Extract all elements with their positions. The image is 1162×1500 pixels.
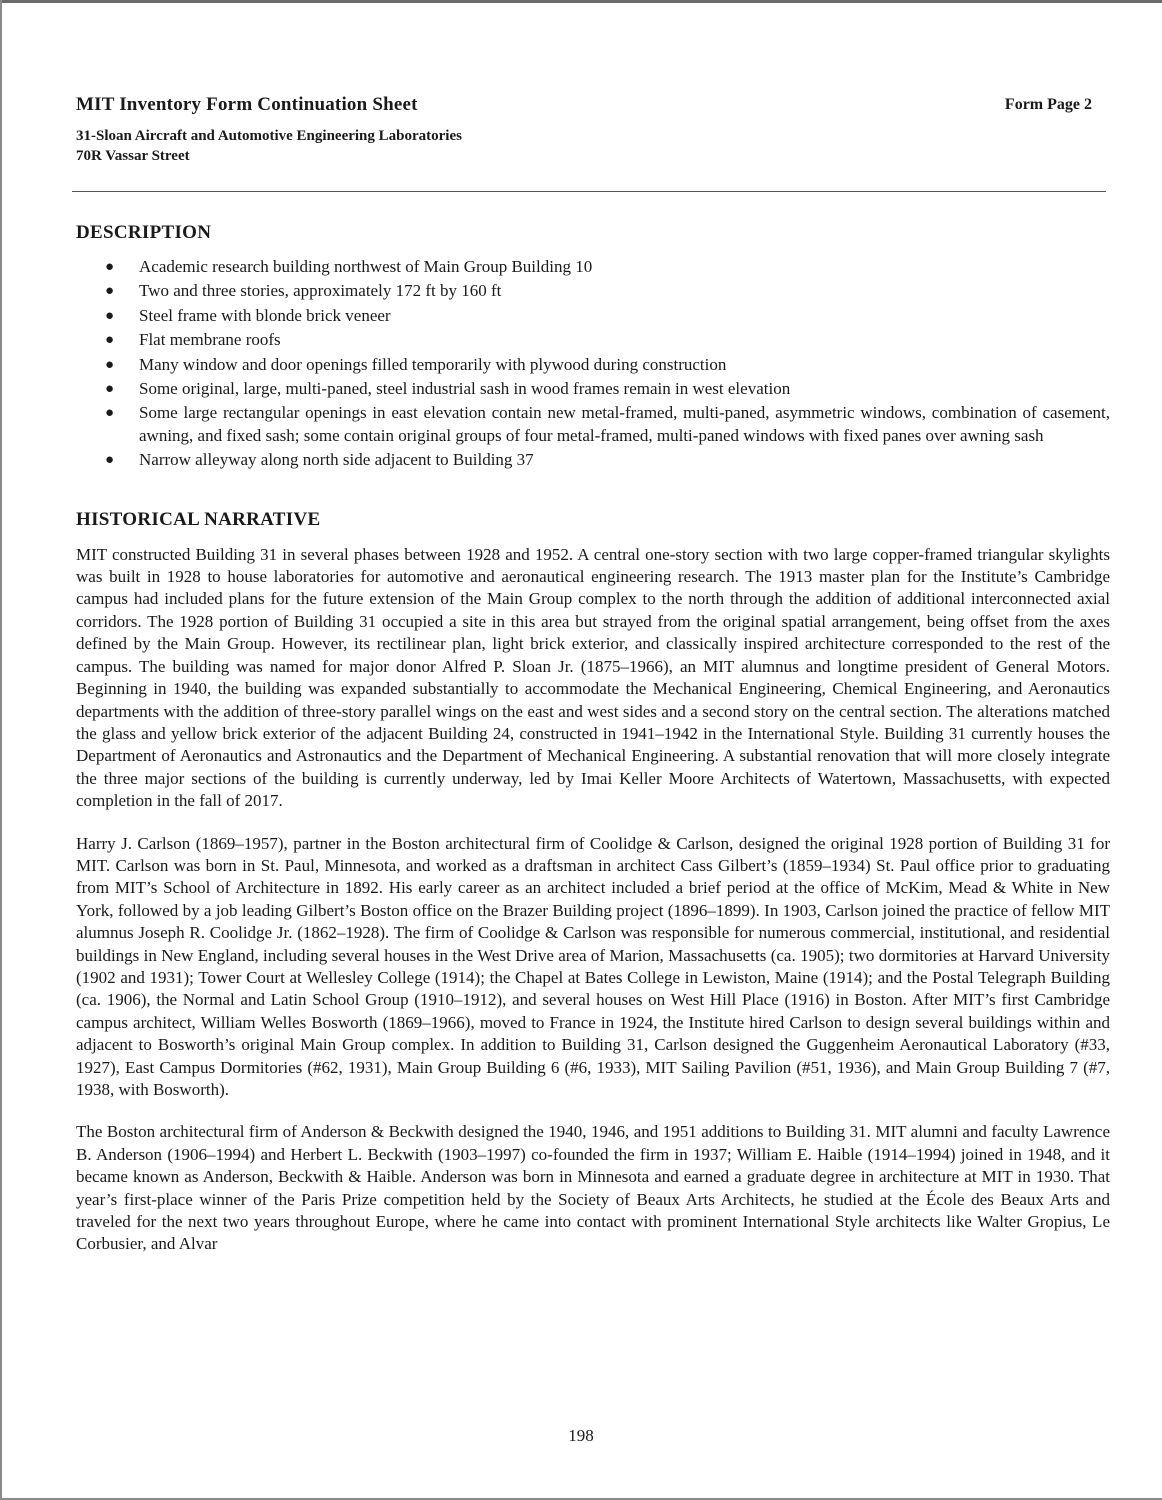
- scan-border-top: [0, 0, 1162, 3]
- scan-border-left: [0, 0, 2, 1500]
- page-header: [76, 94, 1110, 192]
- bullet-icon: ●: [105, 381, 115, 398]
- history-paragraph: The Boston architectural firm of Anderson & Beckwith designed the 1940, 1946, and 1951 additions to Building 31. MIT alumni and faculty Lawrence B. Anderson (1906–1994) and Herbert L. Beckwith (1903–1997) co-founded the firm in 1937; William E. Haible (1914–1994) joined in 1948, and it became known as Anderson, Beckwith & Haible. Anderson was born in Minnesota and earned a graduate degree in architecture at MIT in 1930. That year’s first-place winner of the Paris Prize competition held by the Society of Beaux Arts Architects, he studied at the École des Beaux Arts and traveled for the next two years throughout Europe, where he came into contact with prominent International Style architects like Walter Gropius, Le Corbusier, and Alvar: [76, 1122, 1110, 1254]
- bullet-icon: ●: [105, 307, 115, 324]
- list-item-text: Two and three stories, approximately 172 ft by 160 ft: [139, 281, 502, 301]
- history-heading: HISTORICAL NARRATIVE: [76, 508, 321, 530]
- list-item: [76, 329, 1110, 351]
- description-section: [76, 222, 1110, 472]
- list-item: [76, 378, 1110, 400]
- document-page: [76, 94, 1110, 1276]
- bullet-icon: ●: [105, 283, 115, 300]
- list-item: [76, 449, 1110, 471]
- history-paragraph: MIT constructed Building 31 in several phases between 1928 and 1952. A central one-story section with two large copper-framed triangular skylights was built in 1928 to house laboratories for automotive and aeronautical engineering research. The 1913 master plan for the Institute’s Cambridge campus had included plans for the future extension of the Main Group complex to the north through the addition of additional interconnected axial corridors. The 1928 portion of Building 31 occupied a site in this area but strayed from the original spatial arrangement, being offset from the axes defined by the Main Group. However, its rectilinear plan, light brick exterior, and classically inspired architecture corresponded to the rest of the campus. The building was named for major donor Alfred P. Sloan Jr. (1875–1966), an MIT alumnus and longtime president of General Motors. Beginning in 1940, the building was expanded substantially to accommodate the Mechanical Engineering, Chemical Engineering, and Aeronautics departments with the addition of three-story parallel wings on the east and west sides and a second story on the central section. The alterations matched the glass and yellow brick exterior of the adjacent Building 24, constructed in 1941–1942 in the International Style. Building 31 currently houses the Department of Aeronautics and Astronautics and the Department of Mechanical Engineering. A substantial renovation that will more closely integrate the three major sections of the building is currently underway, led by Imai Keller Moore Architects of Watertown, Massachusetts, with expected completion in the fall of 2017.: [76, 544, 1110, 811]
- bullet-icon: ●: [105, 332, 115, 349]
- list-item-text: Some large rectangular openings in east elevation contain new metal-framed, multi-paned, asymmetric windows, combination of casement, awning, and fixed sash; some contain original groups of four metal-framed, multi-paned windows with fixed panes over awning sash: [139, 403, 1110, 445]
- list-item-text: Many window and door openings filled temporarily with plywood during construction: [139, 354, 727, 374]
- building-name: 31-Sloan Aircraft and Automotive Engineering Laboratories: [76, 128, 462, 144]
- building-address: 70R Vassar Street: [76, 148, 190, 164]
- bullet-icon: ●: [105, 356, 115, 373]
- form-page-label: Form Page 2: [1004, 96, 1092, 113]
- bullet-icon: ●: [105, 259, 115, 275]
- list-item-text: Some original, large, multi-paned, steel industrial sash in wood frames remain in west elevation: [139, 379, 791, 399]
- bullet-icon: ●: [105, 405, 115, 422]
- list-item-text: Academic research building northwest of Main Group Building 10: [139, 257, 593, 276]
- page-number: 198: [568, 1426, 594, 1445]
- form-title: MIT Inventory Form Continuation Sheet: [76, 94, 418, 115]
- list-item-text: Steel frame with blonde brick veneer: [139, 305, 391, 325]
- history-paragraph: Harry J. Carlson (1869–1957), partner in the Boston architectural firm of Coolidge & Carlson, designed the original 1928 portion of Building 31 for MIT. Carlson was born in St. Paul, Minnesota, and worked as a draftsman in architect Cass Gilbert’s (1859–1934) St. Paul office prior to graduating from MIT’s School of Architecture in 1892. His early career as an architect included a brief period at the office of McKim, Mead & White in New York, followed by a job leading Gilbert’s Boston office on the Brazer Building project (1896–1899). In 1903, Carlson joined the practice of fellow MIT alumnus Joseph R. Coolidge Jr. (1862–1928). The firm of Coolidge & Carlson was responsible for numerous commercial, institutional, and residential buildings in New England, including several houses in the West Drive area of Marion, Massachusetts (ca. 1905); two dormitories at Harvard University (1902 and 1931); Tower Court at Wellesley College (1914); the Chapel at Bates College in Lewiston, Maine (1914); and the Postal Telegraph Building (ca. 1906), the Normal and Latin School Group (1910–1912), and several houses on West Hill Place (1916) in Boston. After MIT’s first Cambridge campus architect, William Welles Bosworth (1869–1966), moved to France in 1924, the Institute hired Carlson to design several buildings within and adjacent to Bosworth’s original Main Group complex. In addition to Building 31, Carlson designed the Guggenheim Aeronautical Laboratory (#33, 1927), East Campus Dormitories (#62, 1931), Main Group Building 6 (#6, 1933), MIT Sailing Pavilion (#51, 1936), and Main Group Building 7 (#7, 1938, with Bosworth).: [76, 833, 1110, 1099]
- description-heading: DESCRIPTION: [76, 222, 212, 243]
- list-item: [76, 280, 1110, 302]
- list-item: [76, 354, 1110, 376]
- list-item: [76, 256, 1110, 278]
- description-list: [76, 256, 1110, 472]
- header-divider: [72, 191, 1106, 192]
- list-item-text: Flat membrane roofs: [139, 330, 281, 350]
- list-item: [76, 402, 1110, 447]
- list-item-text: Narrow alleyway along north side adjacent to Building 37: [139, 450, 534, 470]
- list-item: [76, 305, 1110, 327]
- bullet-icon: ●: [105, 452, 115, 469]
- historical-narrative-section: [76, 509, 1110, 1256]
